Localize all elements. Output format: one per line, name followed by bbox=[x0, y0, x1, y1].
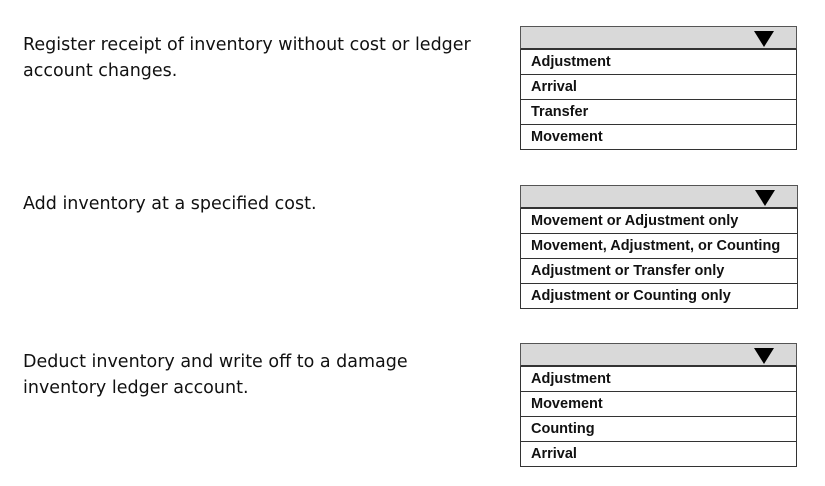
question-3-option-counting[interactable]: Counting bbox=[520, 417, 797, 442]
question-3-dropdown[interactable] bbox=[520, 343, 797, 467]
question-2-option-movement-adjustment-counting[interactable]: Movement, Adjustment, or Counting bbox=[520, 234, 798, 259]
question-1-option-transfer[interactable]: Transfer bbox=[520, 100, 797, 125]
question-1-dropdown-toggle[interactable] bbox=[520, 26, 797, 50]
question-3-option-arrival[interactable]: Arrival bbox=[520, 442, 797, 467]
question-2-option-adjustment-or-counting[interactable]: Adjustment or Counting only bbox=[520, 284, 798, 309]
question-1-dropdown[interactable] bbox=[520, 26, 797, 150]
question-3-prompt: Deduct inventory and write off to a damage inventory ledger account. bbox=[23, 352, 408, 398]
question-3-dropdown-toggle[interactable] bbox=[520, 343, 797, 367]
question-3-option-movement[interactable]: Movement bbox=[520, 392, 797, 417]
question-2-option-movement-or-adjustment[interactable]: Movement or Adjustment only bbox=[520, 209, 798, 234]
triangle-down-icon bbox=[754, 348, 774, 364]
question-2-dropdown-toggle[interactable] bbox=[520, 185, 798, 209]
triangle-down-icon bbox=[754, 31, 774, 47]
question-2-option-adjustment-or-transfer[interactable]: Adjustment or Transfer only bbox=[520, 259, 798, 284]
question-3-option-adjustment[interactable]: Adjustment bbox=[520, 367, 797, 392]
question-2-prompt: Add inventory at a specified cost. bbox=[23, 194, 317, 214]
question-1-prompt: Register receipt of inventory without cost or ledger account changes. bbox=[23, 35, 471, 81]
question-1-option-arrival[interactable]: Arrival bbox=[520, 75, 797, 100]
question-1-option-movement[interactable]: Movement bbox=[520, 125, 797, 150]
question-1-option-adjustment[interactable]: Adjustment bbox=[520, 50, 797, 75]
triangle-down-icon bbox=[755, 190, 775, 206]
question-2-dropdown[interactable] bbox=[520, 185, 798, 309]
